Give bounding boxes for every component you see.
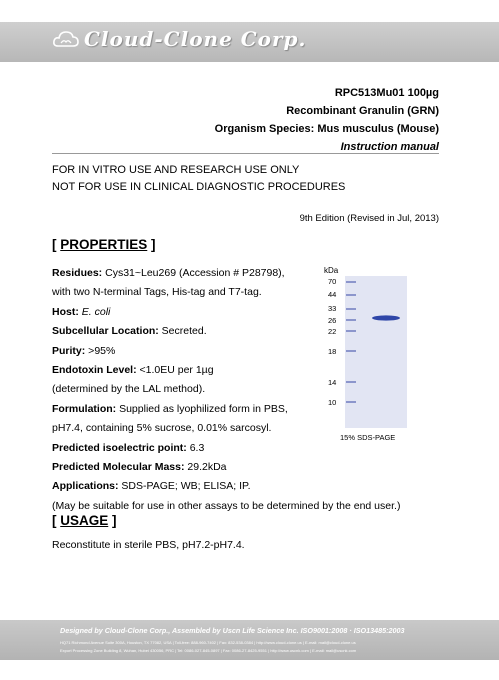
- formulation-continued: pH7.4, containing 5% sucrose, 0.01% sarcosyl.: [52, 422, 272, 435]
- residues-continued: with two N-terminal Tags, His-tag and T7-tag.: [52, 286, 262, 299]
- marker-label-26: 26: [328, 316, 337, 325]
- formulation-row: Formulation: Supplied as lyophilized form in PBS,: [52, 402, 288, 415]
- gel-caption: 15% SDS-PAGE: [340, 433, 396, 442]
- heading-bracket-open: [: [52, 237, 61, 252]
- gel-marker-labels: [328, 277, 336, 407]
- endotoxin-continued: (determined by the LAL method).: [52, 383, 206, 396]
- applications-row: Applications: SDS-PAGE; WB; ELISA; IP.: [52, 480, 251, 493]
- marker-band-14: [346, 381, 356, 383]
- marker-label-33: 33: [328, 304, 337, 313]
- gel-unit-label: kDa: [324, 266, 339, 275]
- title-divider: [52, 153, 439, 154]
- heading-bracket-close: ]: [147, 237, 156, 252]
- research-use-note: FOR IN VITRO USE AND RESEARCH USE ONLY: [52, 164, 300, 176]
- document-type: Instruction manual: [340, 141, 439, 153]
- properties-heading: [52, 237, 156, 252]
- product-name: Recombinant Granulin (GRN): [286, 105, 439, 117]
- heading-text: USAGE: [60, 513, 109, 528]
- marker-band-70: [346, 281, 356, 283]
- footer-address-us: HQ71 Richmond Avenue Suite 300A, Houston, TX 77082, USA | Toll-free: 888-960-7402 | Fax: 832-538-0384 | http://www.cloud-clone.us | E-mail: mail@cloud-clone.us: [60, 640, 356, 645]
- marker-band-33: [346, 308, 356, 310]
- title-block: [215, 84, 439, 156]
- protein-band: [372, 315, 400, 320]
- marker-label-14: 14: [328, 378, 337, 387]
- location-row: Subcellular Location: Secreted.: [52, 325, 207, 338]
- heading-text: PROPERTIES: [60, 237, 148, 252]
- usage-heading: [52, 513, 117, 528]
- brand-name: Cloud-Clone Corp.: [84, 27, 307, 51]
- heading-bracket-close: ]: [108, 513, 117, 528]
- marker-band-10: [346, 401, 356, 403]
- marker-label-10: 10: [328, 398, 337, 407]
- host-row: Host: E. coli: [52, 305, 111, 318]
- marker-band-22: [346, 330, 356, 332]
- heading-bracket-open: [: [52, 513, 61, 528]
- residues-row: Residues: Cys31~Leu269 (Accession # P28798),: [52, 267, 285, 279]
- sds-page-gel-figure: [323, 264, 413, 444]
- footer-address-cn: Export Processing Zone Building 8, Wuhan, Hubei 430056, PRC | Tel: 0086-027-845-0897 | Fax: 0086-27-8425-9551 | http://www.uscnk.com | E-mail: mail@uscnk.com: [60, 648, 357, 653]
- marker-label-22: 22: [328, 327, 337, 336]
- marker-band-44: [346, 294, 356, 296]
- marker-label-18: 18: [328, 347, 337, 356]
- product-code: RPC513Mu01 100µg: [334, 87, 439, 99]
- organism-species: Organism Species: Mus musculus (Mouse): [214, 123, 439, 135]
- endotoxin-row: Endotoxin Level: <1.0EU per 1µg: [52, 364, 214, 377]
- use-notes: [52, 162, 345, 196]
- marker-label-44: 44: [328, 290, 337, 299]
- applications-note: (May be suitable for use in other assays to be determined by the end user.): [52, 499, 401, 512]
- marker-band-18: [346, 350, 356, 352]
- marker-label-70: 70: [328, 277, 337, 286]
- mass-row: Predicted Molecular Mass: 29.2kDa: [52, 461, 227, 474]
- cloud-logo-icon: [52, 28, 80, 52]
- edition-note: 9th Edition (Revised in Jul, 2013): [299, 213, 439, 224]
- isoelectric-row: Predicted isoelectric point: 6.3: [52, 441, 205, 454]
- clinical-use-note: NOT FOR USE IN CLINICAL DIAGNOSTIC PROCEDURES: [52, 181, 346, 193]
- usage-text: Reconstitute in sterile PBS, pH7.2-pH7.4.: [52, 539, 245, 551]
- footer-tagline: Designed by Cloud-Clone Corp., Assembled by Uscn Life Science Inc. ISO9001:2008 · ISO13485:2003: [60, 626, 405, 635]
- purity-row: Purity: >95%: [52, 344, 116, 357]
- marker-band-26: [346, 319, 356, 321]
